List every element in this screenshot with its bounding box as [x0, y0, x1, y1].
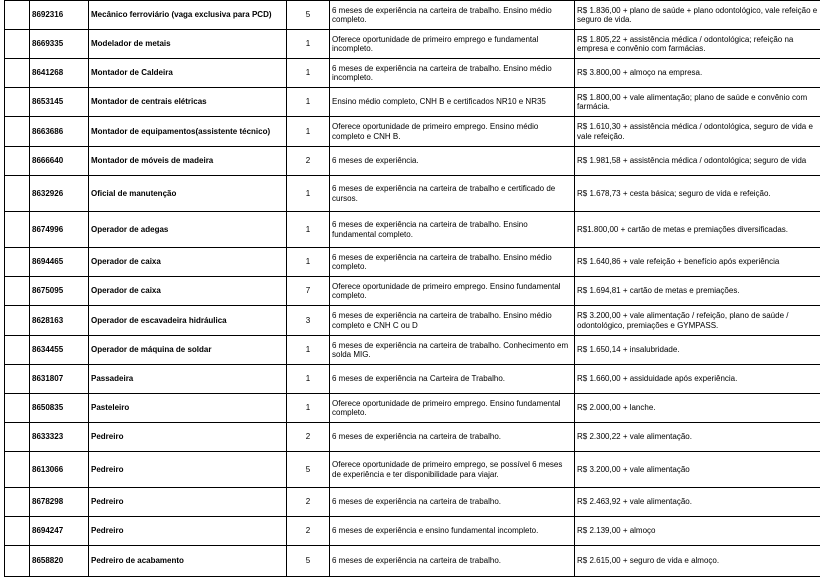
requirements-cell: 6 meses de experiência e ensino fundamental incompleto. — [330, 517, 575, 546]
openings-count-cell: 1 — [287, 59, 330, 88]
openings-count-cell: 1 — [287, 88, 330, 117]
job-code-cell: 8675095 — [30, 277, 89, 306]
salary-benefits-cell: R$ 2.463,92 + vale alimentação. — [575, 488, 820, 517]
table-row — [5, 423, 820, 452]
salary-benefits-cell: R$ 1.678,73 + cesta básica; seguro de vida e refeição. — [575, 176, 820, 212]
job-title-cell: Pedreiro de acabamento — [89, 546, 287, 577]
openings-count-cell: 2 — [287, 488, 330, 517]
openings-count-cell: 1 — [287, 248, 330, 277]
row-marker-cell — [5, 248, 30, 277]
job-title-cell: Oficial de manutenção — [89, 176, 287, 212]
openings-count-cell: 2 — [287, 147, 330, 176]
requirements-cell: 6 meses de experiência na carteira de trabalho. — [330, 488, 575, 517]
job-code-cell: 8678298 — [30, 488, 89, 517]
job-code-cell: 8658820 — [30, 546, 89, 577]
table-row — [5, 488, 820, 517]
salary-benefits-cell: R$1.800,00 + cartão de metas e premiações diversificadas. — [575, 212, 820, 248]
requirements-cell: Oferece oportunidade de primeiro emprego. Ensino médio completo e CNH B. — [330, 117, 575, 147]
openings-count-cell: 1 — [287, 176, 330, 212]
job-openings-table — [4, 0, 820, 577]
row-marker-cell — [5, 147, 30, 176]
salary-benefits-cell: R$ 3.200,00 + vale alimentação — [575, 452, 820, 488]
job-title-cell: Montador de móveis de madeira — [89, 147, 287, 176]
salary-benefits-cell: R$ 2.000,00 + lanche. — [575, 394, 820, 423]
requirements-cell: 6 meses de experiência na carteira de trabalho. Ensino fundamental completo. — [330, 212, 575, 248]
table-row — [5, 212, 820, 248]
job-title-cell: Operador de máquina de soldar — [89, 336, 287, 365]
salary-benefits-cell: R$ 2.139,00 + almoço — [575, 517, 820, 546]
openings-count-cell: 1 — [287, 365, 330, 394]
requirements-cell: 6 meses de experiência na carteira de trabalho. Conhecimento em solda MIG. — [330, 336, 575, 365]
requirements-cell: 6 meses de experiência na Carteira de Trabalho. — [330, 365, 575, 394]
job-title-cell: Montador de equipamentos(assistente técnico) — [89, 117, 287, 147]
job-code-cell: 8692316 — [30, 1, 89, 30]
row-marker-cell — [5, 30, 30, 59]
job-code-cell: 8694247 — [30, 517, 89, 546]
table-row — [5, 30, 820, 59]
salary-benefits-cell: R$ 3.200,00 + vale alimentação / refeição, plano de saúde / odontológico, premiações e GYMPASS. — [575, 306, 820, 336]
requirements-cell: 6 meses de experiência na carteira de trabalho e certificado de cursos. — [330, 176, 575, 212]
requirements-cell: 6 meses de experiência na carteira de trabalho. Ensino médio incompleto. — [330, 59, 575, 88]
requirements-cell: Ensino médio completo, CNH B e certificados NR10 e NR35 — [330, 88, 575, 117]
job-title-cell: Mecânico ferroviário (vaga exclusiva para PCD) — [89, 1, 287, 30]
openings-count-cell: 2 — [287, 517, 330, 546]
job-title-cell: Passadeira — [89, 365, 287, 394]
openings-count-cell: 5 — [287, 1, 330, 30]
job-title-cell: Pedreiro — [89, 517, 287, 546]
table-row — [5, 306, 820, 336]
row-marker-cell — [5, 59, 30, 88]
job-title-cell: Montador de centrais elétricas — [89, 88, 287, 117]
table-row — [5, 248, 820, 277]
table-row — [5, 1, 820, 30]
table-row — [5, 59, 820, 88]
job-code-cell: 8650835 — [30, 394, 89, 423]
job-code-cell: 8694465 — [30, 248, 89, 277]
requirements-cell: Oferece oportunidade de primeiro emprego. Ensino fundamental completo. — [330, 277, 575, 306]
job-code-cell: 8653145 — [30, 88, 89, 117]
table-row — [5, 176, 820, 212]
requirements-cell: 6 meses de experiência na carteira de trabalho. Ensino médio completo. — [330, 248, 575, 277]
requirements-cell: 6 meses de experiência na carteira de trabalho. Ensino médio completo. — [330, 1, 575, 30]
job-title-cell: Operador de caixa — [89, 248, 287, 277]
row-marker-cell — [5, 176, 30, 212]
table-row — [5, 452, 820, 488]
salary-benefits-cell: R$ 1.800,00 + vale alimentação; plano de saúde e convênio com farmácia. — [575, 88, 820, 117]
job-title-cell: Pedreiro — [89, 452, 287, 488]
openings-count-cell: 1 — [287, 212, 330, 248]
salary-benefits-cell: R$ 1.640,86 + vale refeição + benefício após experiência — [575, 248, 820, 277]
job-code-cell: 8631807 — [30, 365, 89, 394]
job-title-cell: Operador de adegas — [89, 212, 287, 248]
table-row — [5, 365, 820, 394]
job-title-cell: Modelador de metais — [89, 30, 287, 59]
salary-benefits-cell: R$ 1.805,22 + assistência médica / odontológica; refeição na empresa e convênio com farmácias. — [575, 30, 820, 59]
job-code-cell: 8628163 — [30, 306, 89, 336]
openings-count-cell: 7 — [287, 277, 330, 306]
job-title-cell: Pedreiro — [89, 423, 287, 452]
salary-benefits-cell: R$ 1.981,58 + assistência médica / odontológica; seguro de vida — [575, 147, 820, 176]
job-code-cell: 8633323 — [30, 423, 89, 452]
table-row — [5, 394, 820, 423]
salary-benefits-cell: R$ 1.610,30 + assistência médica / odontológica, seguro de vida e vale refeição. — [575, 117, 820, 147]
row-marker-cell — [5, 517, 30, 546]
openings-count-cell: 1 — [287, 117, 330, 147]
row-marker-cell — [5, 336, 30, 365]
job-code-cell: 8641268 — [30, 59, 89, 88]
salary-benefits-cell: R$ 1.660,00 + assiduidade após experiência. — [575, 365, 820, 394]
table-row — [5, 336, 820, 365]
job-code-cell: 8666640 — [30, 147, 89, 176]
salary-benefits-cell: R$ 1.694,81 + cartão de metas e premiações. — [575, 277, 820, 306]
requirements-cell: Oferece oportunidade de primeiro emprego e fundamental incompleto. — [330, 30, 575, 59]
salary-benefits-cell: R$ 3.800,00 + almoço na empresa. — [575, 59, 820, 88]
salary-benefits-cell: R$ 2.300,22 + vale alimentação. — [575, 423, 820, 452]
row-marker-cell — [5, 394, 30, 423]
row-marker-cell — [5, 488, 30, 517]
requirements-cell: 6 meses de experiência na carteira de trabalho. — [330, 546, 575, 577]
openings-count-cell: 2 — [287, 423, 330, 452]
row-marker-cell — [5, 423, 30, 452]
job-title-cell: Pasteleiro — [89, 394, 287, 423]
table-row — [5, 117, 820, 147]
row-marker-cell — [5, 88, 30, 117]
requirements-cell: Oferece oportunidade de primeiro emprego, se possível 6 meses de experiência e ter disponibilidade para viajar. — [330, 452, 575, 488]
table-row — [5, 88, 820, 117]
row-marker-cell — [5, 306, 30, 336]
row-marker-cell — [5, 452, 30, 488]
job-code-cell: 8634455 — [30, 336, 89, 365]
requirements-cell: Oferece oportunidade de primeiro emprego. Ensino fundamental completo. — [330, 394, 575, 423]
openings-count-cell: 1 — [287, 394, 330, 423]
row-marker-cell — [5, 212, 30, 248]
job-title-cell: Pedreiro — [89, 488, 287, 517]
table-row — [5, 147, 820, 176]
openings-count-cell: 5 — [287, 546, 330, 577]
row-marker-cell — [5, 117, 30, 147]
row-marker-cell — [5, 277, 30, 306]
requirements-cell: 6 meses de experiência na carteira de trabalho. — [330, 423, 575, 452]
row-marker-cell — [5, 1, 30, 30]
job-code-cell: 8632926 — [30, 176, 89, 212]
job-title-cell: Operador de caixa — [89, 277, 287, 306]
job-code-cell: 8669335 — [30, 30, 89, 59]
salary-benefits-cell: R$ 1.650,14 + insalubridade. — [575, 336, 820, 365]
row-marker-cell — [5, 546, 30, 577]
job-title-cell: Montador de Caldeira — [89, 59, 287, 88]
requirements-cell: 6 meses de experiência na carteira de trabalho. Ensino médio completo e CNH C ou D — [330, 306, 575, 336]
openings-count-cell: 1 — [287, 30, 330, 59]
table-row — [5, 517, 820, 546]
job-code-cell: 8613066 — [30, 452, 89, 488]
openings-count-cell: 5 — [287, 452, 330, 488]
openings-count-cell: 3 — [287, 306, 330, 336]
table-row — [5, 546, 820, 577]
requirements-cell: 6 meses de experiência. — [330, 147, 575, 176]
job-code-cell: 8674996 — [30, 212, 89, 248]
job-title-cell: Operador de escavadeira hidráulica — [89, 306, 287, 336]
table-row — [5, 277, 820, 306]
row-marker-cell — [5, 365, 30, 394]
salary-benefits-cell: R$ 2.615,00 + seguro de vida e almoço. — [575, 546, 820, 577]
job-code-cell: 8663686 — [30, 117, 89, 147]
openings-count-cell: 1 — [287, 336, 330, 365]
salary-benefits-cell: R$ 1.836,00 + plano de saúde + plano odontológico, vale refeição e seguro de vida. — [575, 1, 820, 30]
job-rows — [5, 1, 820, 577]
